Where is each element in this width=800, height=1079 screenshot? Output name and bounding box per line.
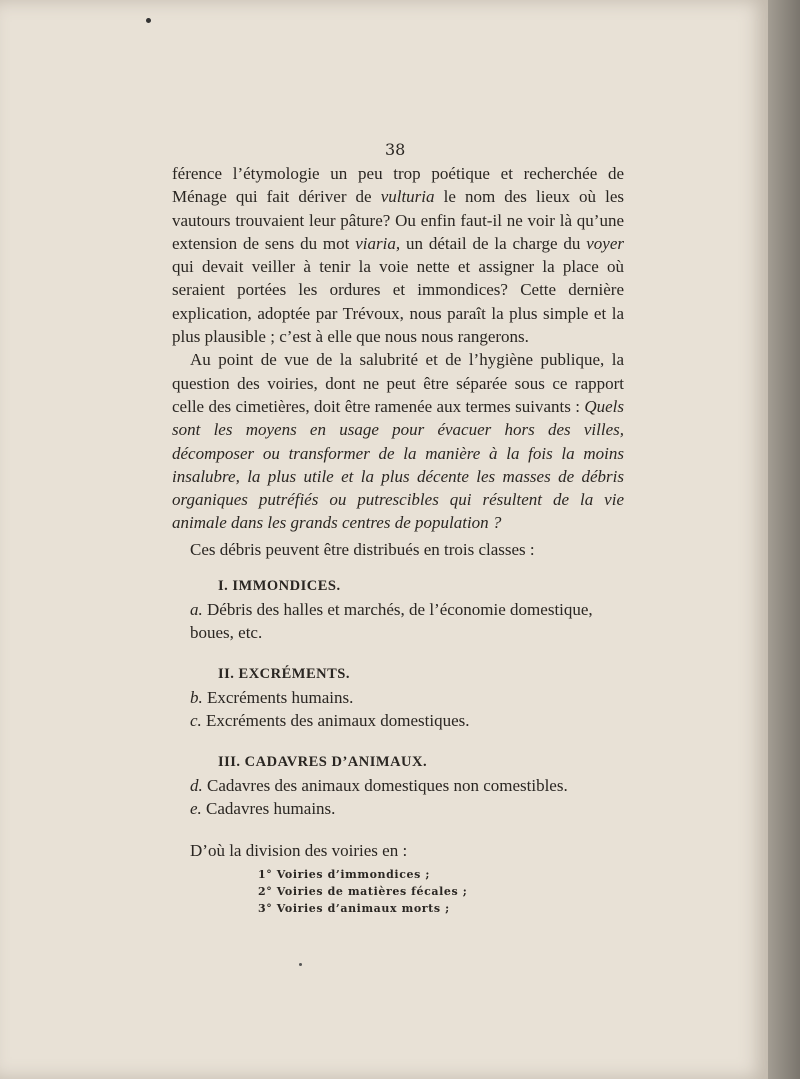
division-item: 2° Voiries de matières fécales ;	[258, 885, 468, 899]
item-label: d.	[190, 776, 203, 796]
text-run: un détail de la charge du	[400, 233, 587, 253]
section-heading-cadavres: III. CADAVRES D’ANIMAUX.	[218, 754, 428, 771]
division-list	[258, 866, 624, 917]
italic-term: voyer	[586, 233, 624, 253]
item-text: Cadavres des animaux domestiques non comestibles.	[202, 776, 568, 796]
paragraph-salubrity	[172, 348, 624, 534]
division-item: 3° Voiries d’animaux morts ;	[258, 902, 450, 916]
division-intro: D’où la division des voiries en :	[190, 841, 408, 861]
text-run: le nom des lieux où les vautours trouvaient leur pâture? Ou enfin faut-il ne voir là qu’une extension de sens du mot	[172, 187, 625, 253]
section-heading-immondices: I. IMMONDICES.	[218, 578, 341, 595]
page-number: 38	[385, 140, 406, 159]
item-text: Excréments des animaux domestiques.	[201, 711, 470, 731]
italic-question: Quels sont les moyens en usage pour évacuer hors des villes, décomposer ou transformer de la manière à la fois la moins insalubre, la plus utile et la plus décente les masses de débris organiques putréfiés ou putrescibles qui résultent de la vie animale dans les grands centres de population ?	[172, 396, 624, 533]
text-run: qui devait veiller à tenir la voie nette et assigner la place où seraient portées les ordures et immondices? Cette dernière explication, adoptée par Trévoux, nous paraît la plus simple et la plus plausible ; c’est à elle que nous nous rangerons.	[172, 257, 624, 347]
ink-speck	[146, 18, 151, 23]
list-item	[190, 686, 624, 709]
item-text: Débris des halles et marchés, de l’économie domestique, boues, etc.	[190, 600, 593, 643]
italic-term: viaria,	[355, 233, 401, 253]
paragraph-etymology	[172, 162, 624, 348]
list-item	[190, 709, 624, 732]
item-label: c.	[190, 711, 202, 731]
list-item	[190, 774, 624, 797]
section-heading-excrements: II. EXCRÉMENTS.	[218, 666, 350, 683]
item-label: a.	[190, 600, 203, 620]
item-label: e.	[190, 799, 202, 819]
list-item	[190, 598, 624, 644]
text-run: Au point de vue de la salubrité et de l’hygiène publique, la question des voiries, dont ne peut être séparée sous ce rapport celle des cimetières, doit être ramenée aux termes suivants :	[172, 350, 624, 416]
item-text: Excréments humains.	[202, 688, 354, 708]
list-item	[190, 797, 624, 820]
item-label: b.	[190, 688, 203, 708]
paragraph-classes: Ces débris peuvent être distribués en trois classes :	[190, 539, 535, 559]
ink-speck	[299, 963, 302, 966]
italic-term: vulturia	[380, 187, 435, 207]
item-text: Cadavres humains.	[201, 799, 336, 819]
page-edge	[768, 0, 800, 1079]
page-body	[172, 162, 624, 917]
text-run: férence l’étymologie un peu trop poétique et recherchée de Ménage qui fait dériver de	[172, 164, 624, 207]
division-item: 1° Voiries d’immondices ;	[258, 868, 430, 882]
